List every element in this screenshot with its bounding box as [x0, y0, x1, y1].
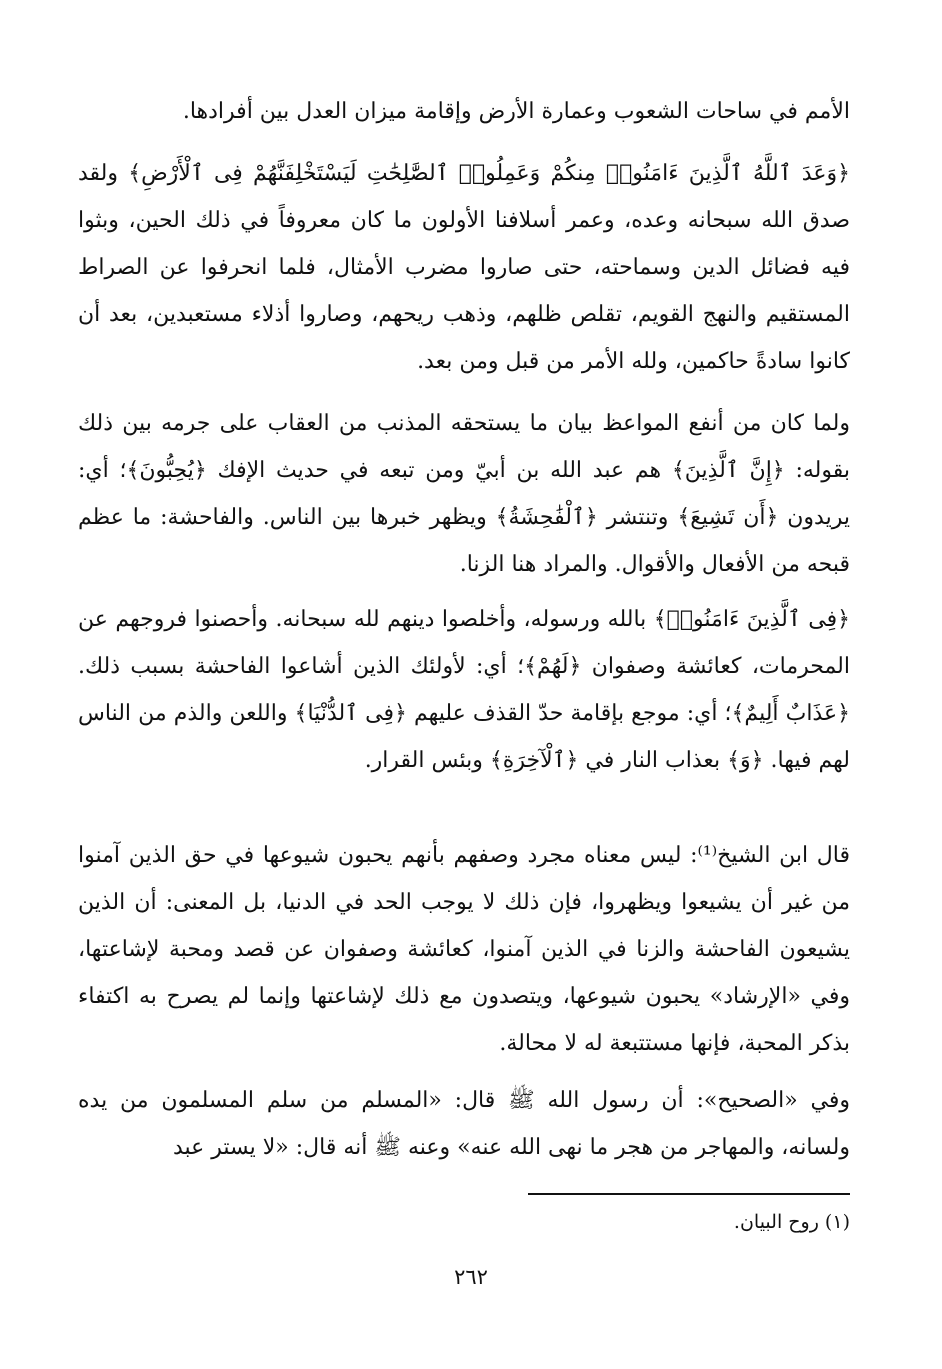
footnote-separator [528, 1193, 850, 1195]
paragraph-sahih-hadith: وفي «الصحيح»: أن رسول الله ﷺ قال: «المسلم من سلم المسلمون من يده ولسانه، والمهاجر من هجر ما نهى الله عنه» وعنه ﷺ أنه قال: «لا يستر عبد [78, 1088, 850, 1160]
paragraph-intro-ending: الأمم في ساحات الشعوب وعمارة الأرض وإقامة ميزان العدل بين أفرادها. [182, 99, 850, 124]
paragraph-ibn-al-sheikh: قال ابن الشيخ⁽¹⁾: ليس معناه مجرد وصفهم بأنهم يحبون شيوعها في حق الذين آمنوا من غير أن يشيعوا ويظهروا، فإن ذلك لا يوجب الحد في الدنيا، بل المعنى: أن الذين يشيعون الفاحشة والزنا في الذين آمنوا، كعائشة وصفوان عن قصد ومحبة لإشاعتها، وفي «الإرشاد» يحبون شيوعها، ويتصدون مع ذلك لإشاعتها وإنما لم يصرح به اكتفاء بذكر المحبة، فإنها مستتبعة له لا محالة. [78, 843, 851, 1056]
footnote: (١) روح البيان. [733, 1211, 850, 1233]
paragraph-quran-promise: ﴿وَعَدَ ٱللَّهُ ٱلَّذِينَ ءَامَنُوا۟ مِنكُمْ وَعَمِلُوا۟ ٱلصَّٰلِحَٰتِ لَيَسْتَخْلِفَنَّهُمْ فِى ٱلْأَرْضِ﴾ ولقد صدق الله سبحانه وعده، وعمر أسلافنا الأولون ما كان معروفاً في ذلك الحين، وبثوا فيه فضائل الدين وسماحته، حتى صاروا مضرب الأمثال، فلما انحرفوا عن الصراط المستقيم والنهج القويم، تقلص ظلهم، وذهب ريحهم، وصاروا أذلاء مستعبدين، بعد أن كانوا سادةً حاكمين، ولله الأمر من قبل ومن بعد. [78, 161, 850, 374]
paragraph-ifk-explanation: ولما كان من أنفع المواعظ بيان ما يستحقه المذنب من العقاب على جرمه بين ذلك بقوله: ﴿إِنَّ ٱلَّذِينَ﴾ هم عبد الله بن أبيّ ومن تبعه في حديث الإفك ﴿يُحِبُّونَ﴾؛ أي: يريدون ﴿أَن تَشِيعَ﴾ وتنتشر ﴿ٱلْفَٰحِشَةُ﴾ ويظهر خبرها بين الناس. والفاحشة: ما عظم قبحه من الأفعال والأقوال. والمراد هنا الزنا. [78, 411, 850, 577]
paragraph-believers-punishment: ﴿فِى ٱلَّذِينَ ءَامَنُوا۟﴾ بالله ورسوله، وأخلصوا دينهم لله سبحانه. وأحصنوا فروجهم عن المحرمات، كعائشة وصفوان ﴿لَهُمْ﴾؛ أي: لأولئك الذين أشاعوا الفاحشة بسبب ذلك. ﴿عَذَابٌ أَلِيمٌ﴾؛ أي: موجع بإقامة حدّ القذف عليهم ﴿فِى ٱلدُّنْيَا﴾ واللعن والذم من الناس لهم فيها. ﴿وَ﴾ بعذاب النار في ﴿ٱلْآخِرَةِ﴾ وبئس القرار. [78, 607, 851, 773]
page-number: ٢٦٢ [454, 1265, 488, 1289]
